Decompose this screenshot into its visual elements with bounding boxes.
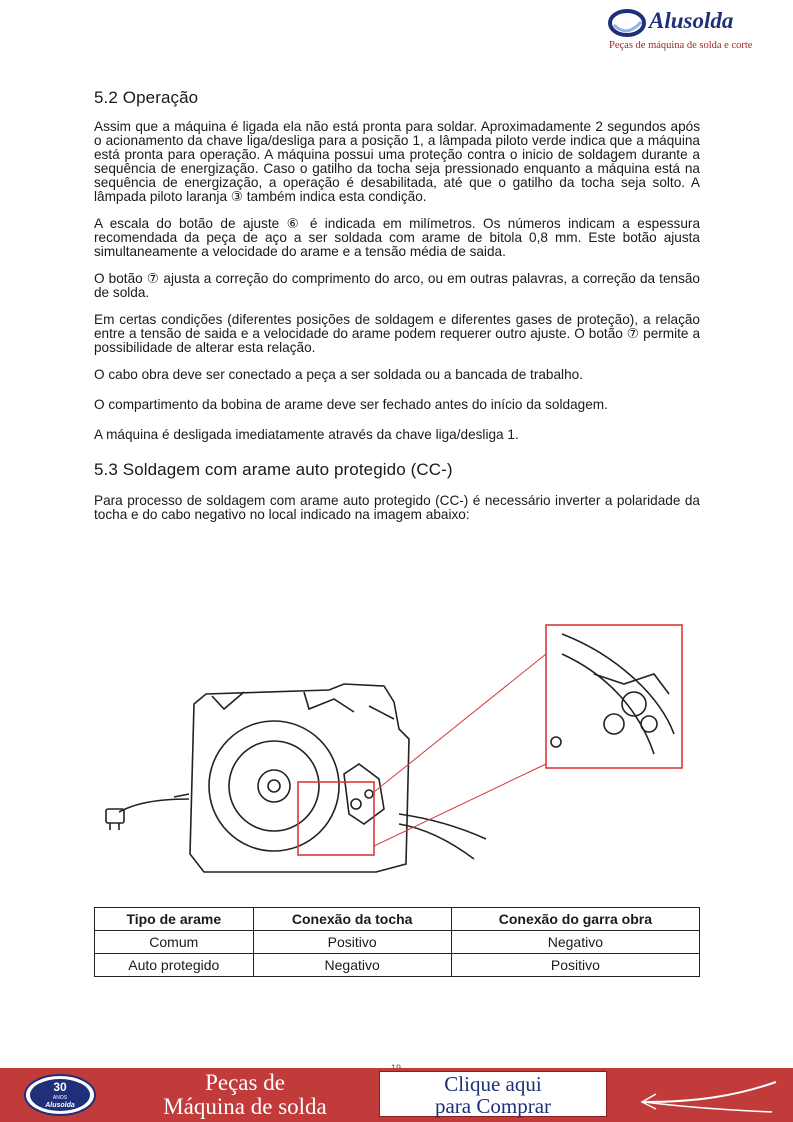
logo-swoosh-icon [607, 8, 647, 38]
document-body [94, 88, 700, 535]
badge-number: 30 [53, 1080, 67, 1094]
table-cell: Positivo [451, 954, 699, 977]
brand-name: Alusolda [649, 8, 734, 33]
paragraph: A máquina é desligada imediatamente através da chave liga/desliga 1. [94, 427, 519, 442]
table-cell: Negativo [451, 931, 699, 954]
paragraph: Para processo de soldagem com arame auto protegido (CC-) é necessário inverter a polaridade da tocha e do cabo negativo no local indicado na imagem abaixo: [94, 493, 700, 522]
section-title-5-3: 5.3 Soldagem com arame auto protegido (CC-) [94, 460, 453, 479]
wire-polarity-table [94, 907, 700, 977]
paragraph: O cabo obra deve ser conectado a peça a ser soldada ou a bancada de trabalho. [94, 367, 583, 382]
zoom-highlight-box [298, 782, 374, 855]
paragraph: O botão ⑦ ajusta a correção do comprimento do arco, ou em outras palavras, a correção da tensão de solda. [94, 271, 700, 300]
buy-line-1: Clique aqui [444, 1072, 542, 1096]
paragraph: O compartimento da bobina de arame deve ser fechado antes do início da soldagem. [94, 397, 608, 412]
banner-line-1: Peças de [205, 1070, 285, 1095]
table-header-cell: Conexão da tocha [253, 908, 451, 931]
table-header-row [95, 908, 700, 931]
buy-line-2: para Comprar [434, 1094, 552, 1118]
paragraph: A escala do botão de ajuste ⑥ é indicada em milímetros. Os números indicam a espessura recomendada da peça de aço a ser soldada com arame de bitola 0,8 mm. Este botão ajusta simultaneamente a velocidade do arame e a tensão média de saida. [94, 216, 700, 259]
paragraph: Em certas condições (diferentes posições de soldagem e diferentes gases de proteção), a relação entre a tensão de saida e a velocidade do arame podem requerer outro ajuste. O botão ⑦ permite a possibilidade de alterar esta relação. [94, 312, 700, 355]
brand-tagline: Peças de máquina de solda e corte [609, 40, 753, 51]
section-title-5-2: 5.2 Operação [94, 88, 199, 107]
arrow-left-icon [636, 1076, 781, 1116]
welding-machine-figure [94, 614, 700, 904]
brand-logo[interactable] [605, 6, 755, 58]
paragraph: Assim que a máquina é ligada ela não está pronta para soldar. Aproximadamente 2 segundos após o acionamento da chave liga/desliga para a posição 1, a lâmpada piloto verde indica que a máquina está pronta para operação. A máquina possui uma proteção contra o inicio de soldagem durante a sequência de energização. Caso o gatilho da tocha seja pressionado enquanto a máquina está na sequência de energização, a operação é desabilitada, até que o gatilho da tocha seja solto. A lâmpada piloto laranja ③ também indica esta condição. [94, 119, 700, 204]
table-header-cell: Tipo de arame [95, 908, 254, 931]
badge-brand: Alusolda [45, 1102, 75, 1109]
table-cell: Positivo [253, 931, 451, 954]
anniversary-badge-icon [22, 1073, 98, 1117]
table-row [95, 931, 700, 954]
buy-button[interactable] [379, 1071, 607, 1117]
table-cell: Auto protegido [95, 954, 254, 977]
table-cell: Comum [95, 931, 254, 954]
badge-sub: ANOS [52, 1095, 68, 1101]
footer-banner[interactable] [0, 1068, 793, 1122]
table-cell: Negativo [253, 954, 451, 977]
zoom-inset-frame [546, 625, 682, 768]
banner-line-2: Máquina de solda [163, 1094, 327, 1119]
table-header-cell: Conexão do garra obra [451, 908, 699, 931]
banner-title [120, 1071, 370, 1119]
table-row [95, 954, 700, 977]
